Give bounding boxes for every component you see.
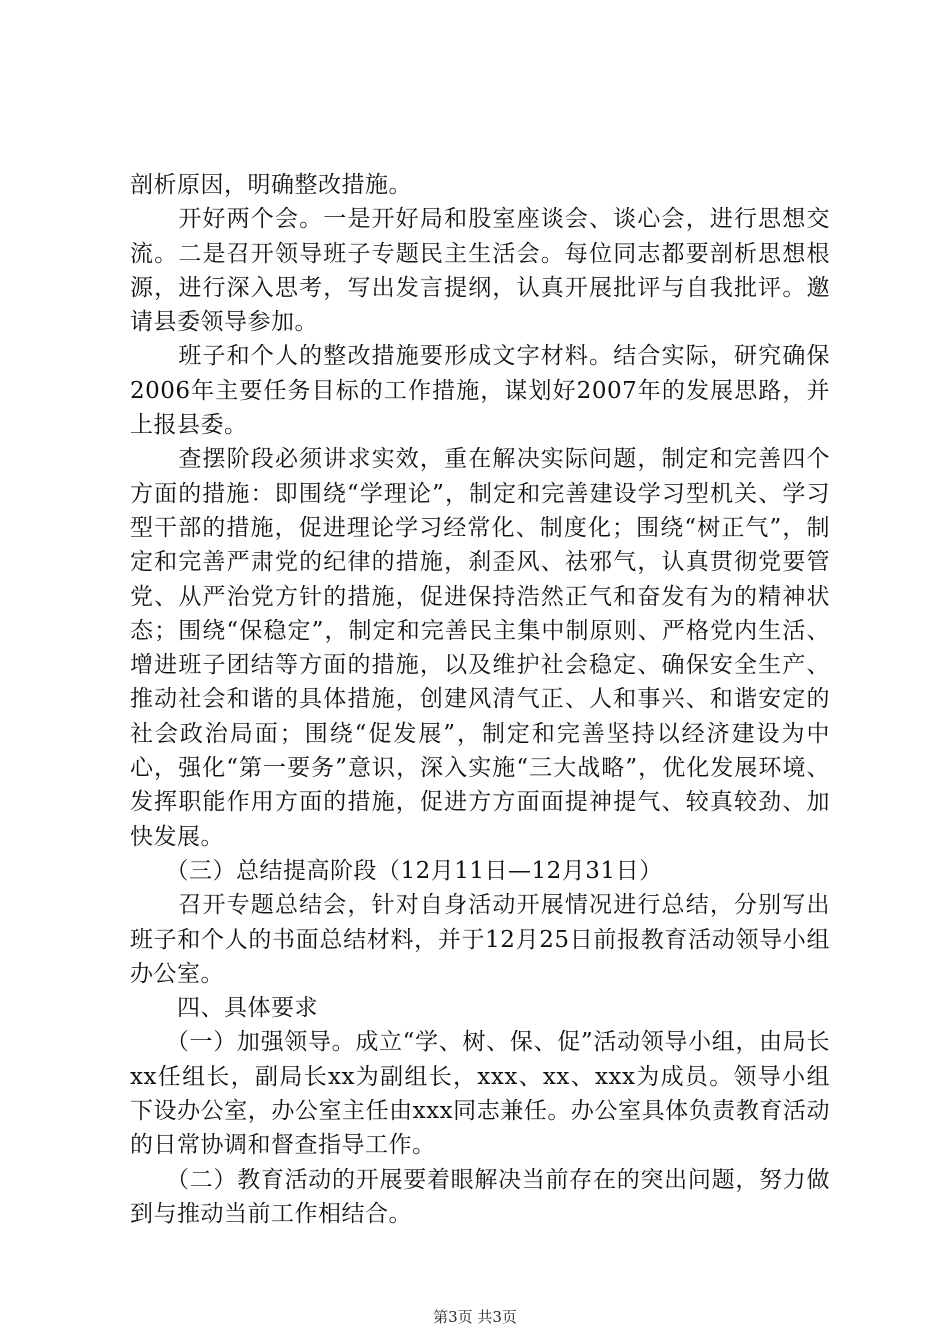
paragraph: （二）教育活动的开展要着眼解决当前存在的突出问题，努力做到与推动当前工作相结合。 <box>130 1166 830 1227</box>
paragraph: 查摆阶段必须讲求实效，重在解决实际问题，制定和完善四个方面的措施：即围绕“学理论”，制定和完善建设学习型机关、学习型干部的措施，促进理论学习经常化、制度化；围绕“树正气”，制定和完善严肃党的纪律的措施，刹歪风、祛邪气，认真贯彻党要管党、从严治党方针的措施，促进保持浩然正气和奋发有为的精神状态；围绕“保稳定”，制定和完善民主集中制原则、严格党内生活、增进班子团结等方面的措施，以及维护社会稳定、确保安全生产、推动社会和谐的具体措施，创建风清气正、人和事兴、和谐安定的社会政治局面；围绕“促发展”，制定和完善坚持以经济建设为中心，强化“第一要务”意识，深入实施“三大战略”，优化发展环境、发挥职能作用方面的措施，促进方方面面提神提气、较真较劲、加快发展。 <box>130 446 830 850</box>
section-heading: 四、具体要求 <box>130 995 318 1022</box>
paragraph: 开好两个会。一是开好局和股室座谈会、谈心会，进行思想交流。二是召开领导班子专题民主生活会。每位同志都要剖析思想根源，进行深入思考，写出发言提纲，认真开展批评与自我批评。邀请县委领导参加。 <box>130 206 830 336</box>
document-body <box>130 168 830 1231</box>
page-footer: 第3页 共3页 <box>433 1308 517 1326</box>
paragraph: 班子和个人的整改措施要形成文字材料。结合实际，研究确保2006年主要任务目标的工作措施，谋划好2007年的发展思路，并上报县委。 <box>130 343 830 439</box>
paragraph: （一）加强领导。成立“学、树、保、促”活动领导小组，由局长xx任组长，副局长xx为副组长，xxx、xx、xxx为成员。领导小组下设办公室，办公室主任由xxx同志兼任。办公室具体负责教育活动的日常协调和督查指导工作。 <box>130 1029 830 1159</box>
paragraph: 召开专题总结会，针对自身活动开展情况进行总结，分别写出班子和个人的书面总结材料，并于12月25日前报教育活动领导小组办公室。 <box>130 892 830 987</box>
paragraph: 剖析原因，明确整改措施。 <box>130 172 412 198</box>
section-heading: （三）总结提高阶段（12月11日—12月31日） <box>130 857 663 884</box>
